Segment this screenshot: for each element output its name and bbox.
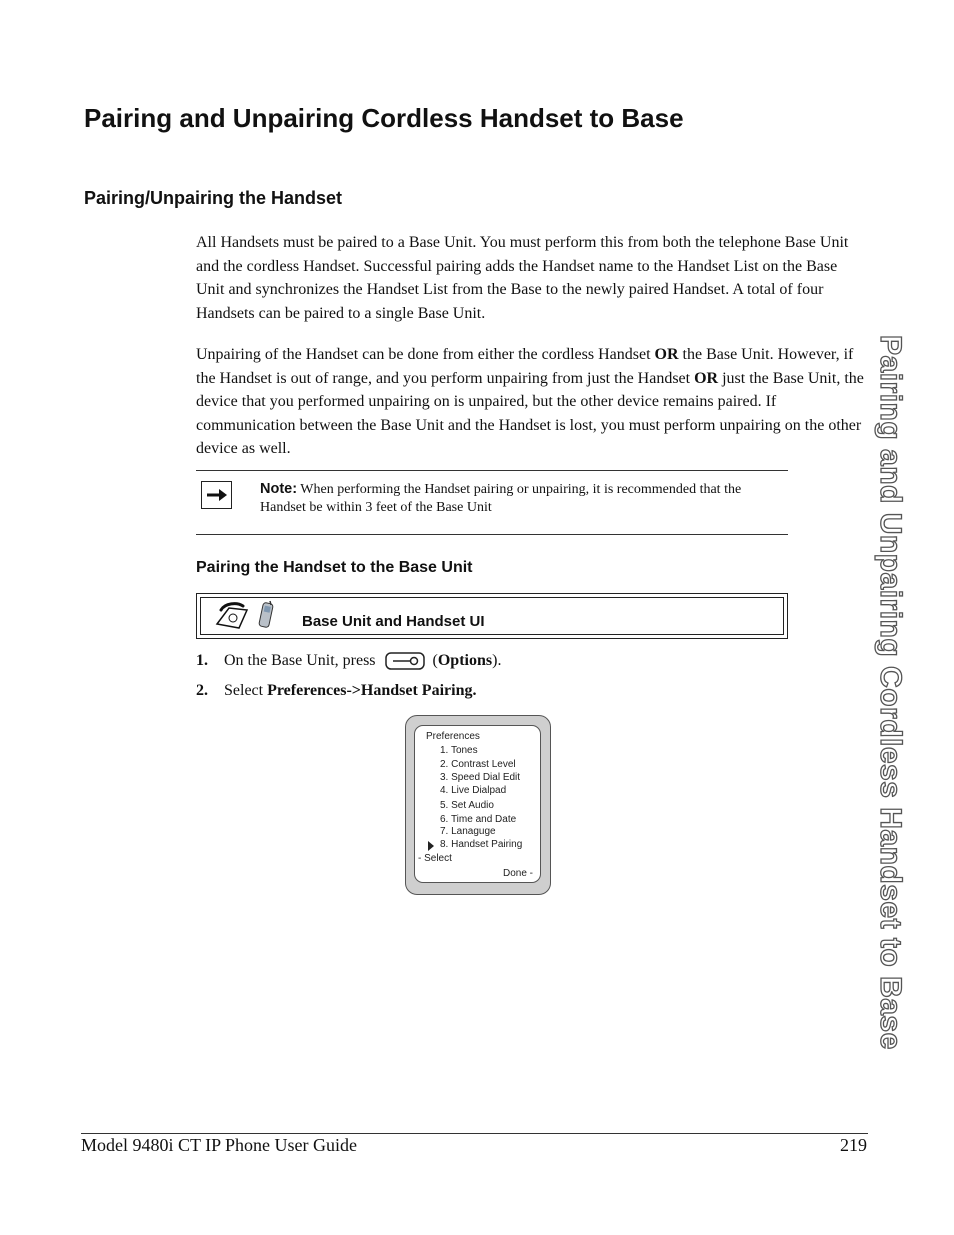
para2-text-2: the Base Unit. However, if the Handset is out of range, and you perform unpairing from just the Handset <box>196 346 854 387</box>
softkey-select[interactable]: - Select <box>418 853 452 864</box>
para2-or-2: OR <box>694 369 719 387</box>
menu-path: Preferences->Handset Pairing. <box>267 682 477 699</box>
menu-item-selected[interactable]: 8. Handset Pairing <box>440 839 523 850</box>
para2-or-1: OR <box>654 346 679 363</box>
options-key-icon <box>385 652 425 670</box>
phone-screen-illustration <box>405 715 551 895</box>
ui-type-box <box>196 593 788 639</box>
side-tab <box>862 275 918 1110</box>
step-open-paren: ( <box>432 652 438 669</box>
para2-text-1: Unpairing of the Handset can be done from either the cordless Handset <box>196 346 655 363</box>
footer-guide-title: Model 9480i CT IP Phone User Guide <box>81 1135 357 1155</box>
section-heading: Pairing/Unpairing the Handset <box>84 188 343 208</box>
step-1 <box>196 651 501 671</box>
note-top-rule <box>196 470 788 471</box>
menu-item[interactable]: 4. Live Dialpad <box>440 785 507 796</box>
step-2 <box>196 681 476 701</box>
softkey-done[interactable]: Done - <box>502 868 533 879</box>
note-bottom-rule <box>196 534 788 535</box>
subheading: Pairing the Handset to the Base Unit <box>196 559 473 576</box>
ui-box-label: Base Unit and Handset UI <box>302 613 485 630</box>
menu-item[interactable]: 2. Contrast Level <box>440 759 516 770</box>
intro-paragraph: All Handsets must be paired to a Base Unit. You must perform this from both the telephone Base Unit and the cordless Handset. Successful pairing adds the Handset name to the Handset List on the Base Unit and synchronizes the Handset List from the Base to the newly paired Handset. A total of four Handsets can be paired to a single Base Unit. <box>196 234 849 322</box>
step-text: Select <box>224 682 268 699</box>
note-label: Note: <box>260 481 298 497</box>
menu-item[interactable]: 6. Time and Date <box>440 814 517 825</box>
desk-phone-icon <box>217 604 247 628</box>
step-text-after: ). <box>492 652 502 669</box>
step-number: 2. <box>196 682 208 699</box>
menu-title: Preferences <box>426 731 480 742</box>
page-title: Pairing and Unpairing Cordless Handset to Base <box>84 103 684 133</box>
footer-rule <box>81 1133 868 1134</box>
menu-item[interactable]: 7. Lanaguge <box>440 826 496 837</box>
cordless-handset-icon <box>259 601 274 628</box>
menu-item[interactable]: 3. Speed Dial Edit <box>440 772 521 783</box>
note-icon-box <box>201 481 232 509</box>
ui-type-box-inner <box>200 597 784 635</box>
unpairing-paragraph <box>196 343 868 461</box>
note-text <box>260 480 785 517</box>
phone-screen-display <box>414 725 541 883</box>
footer-page-number: 219 <box>840 1135 867 1155</box>
menu-item[interactable]: 5. Set Audio <box>440 800 494 811</box>
arrow-right-icon <box>206 488 228 502</box>
menu-item[interactable]: 1. Tones <box>440 745 478 756</box>
side-tab-text: Pairing and Unpairing Cordless Handset to Base <box>874 335 907 1050</box>
step-number: 1. <box>196 652 208 669</box>
note-body: When performing the Handset pairing or unpairing, it is recommended that the Handset be within 3 feet of the Base Unit <box>260 482 742 515</box>
ui-box-icons <box>213 600 293 632</box>
selection-arrow-icon <box>428 841 434 851</box>
options-label: Options <box>437 652 493 669</box>
step-text: On the Base Unit, press <box>224 652 376 669</box>
para2-text-3: just the Base Unit, the device that you performed unpairing on is unpaired, but the other device remains paired. If communication between the Base Unit and the Handset is lost, you must perform unpairing on the other device as well. <box>196 369 864 457</box>
